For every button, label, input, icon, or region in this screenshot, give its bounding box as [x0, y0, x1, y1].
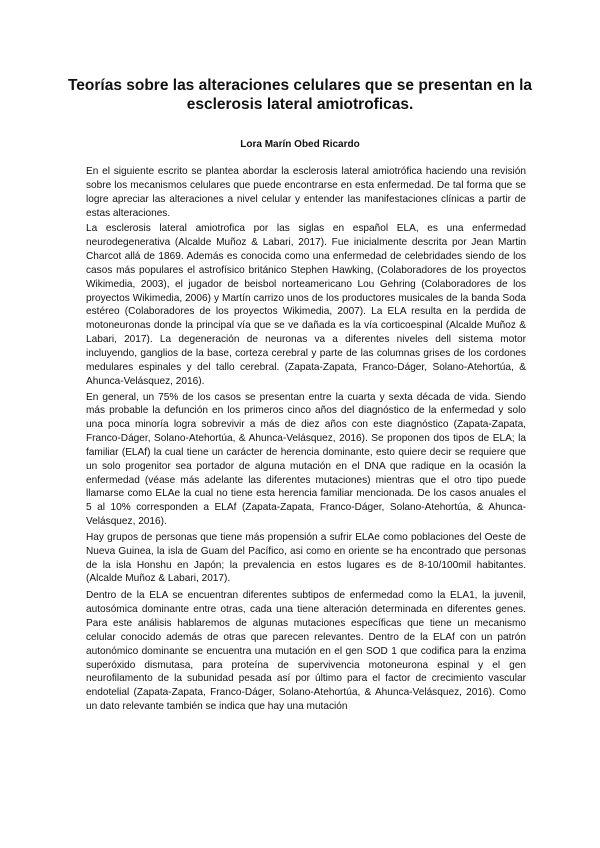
document-title: Teorías sobre las alteraciones celulares que se presentan en la esclerosis lateral amiotroficas. [67, 77, 533, 113]
paragraph-definition: La esclerosis lateral amiotrofica por las siglas en español ELA, es una enfermedad neurodegenerativa (Alcalde Muñoz & Labari, 2017). Fue inicialmente descrita por Jean Martin Charcot allá de 1869. Además es conocida como una enfermedad de celebridades siendo de los casos más populares el astrofísico británico Stephen Hawking, (Colaboradores de los proyectos Wikimedia, 2003), el jugador de beisbol norteamericano Lou Gehring (Colaboradores de los proyectos Wikimedia, 2006) y Martín carrizo unos de los productores musicales de la banda Soda estéreo (Colaboradores de los proyectos Wikimedia, 2007). La ELA resulta en la perdida de motoneuronas donde la principal vía que se ve dañada es la vía corticoespinal (Alcalde Muñoz & Labari, 2017). La degeneración de neuronas va a diferentes niveles dell sistema motor incluyendo, ganglios de la base, corteza cerebral y parte de las columnas grises de los cordones medulares espinales y del tallo cerebral. (Zapata-Zapata, Franco-Dáger, Solano-Atehortúa, & Ahunca-Velásquez, 2016). [86, 223, 526, 387]
paragraph-subtypes: Dentro de la ELA se encuentran diferentes subtipos de enfermedad como la ELA1, la juvenil, autosómica dominante entre otras, cada una tiene alteración determinada en diferentes genes. Para este análisis hablaremos de algunas mutaciones específicas que tiene un mecanismo celular conocido además de otras que parecen relevantes. Dentro de la ELAf con un patrón autonómico dominante se encuentra una mutación en el gen SOD 1 que codifica para la enzima superóxido dismutasa, para proteína de supervivencia motoneurona espinal y el gen neurofilamento de la subunidad pesada así por último para el factor de crecimiento vascular endotelial (Zapata-Zapata, Franco-Dáger, Solano-Atehortúa, & Ahunca-Velásquez, 2016). Como un dato relevante también se indica que hay una mutación [86, 590, 526, 713]
author-name: Lora Marín Obed Ricardo [240, 139, 360, 150]
paragraph-intro: En el siguiente escrito se plantea abordar la esclerosis lateral amiotrófica haciendo una revisión sobre los mecanismos celulares que puede encontrarse en esta enfermedad. De tal forma que se logre apreciar las alteraciones a nivel celular y entender las manifestaciones clínicas a partir de estas alteraciones. [86, 166, 526, 219]
paragraph-populations: Hay grupos de personas que tiene más propensión a sufrir ELAe como poblaciones del Oeste de Nueva Guinea, la isla de Guam del Pacífico, asi como en oriente se ha encontrado que personas de la isla Honshu en Japón; la prevalencia en estos lugares es de 8-10/100mil habitantes. (Alcalde Muñoz & Labari, 2017). [86, 531, 526, 585]
document-body [86, 165, 526, 716]
paragraph-epidemiology: En general, un 75% de los casos se presentan entre la cuarta y sexta década de vida. Siendo más probable la defunción en los primeros cinco años del diagnóstico de la enfermedad y solo una poca minoría logra sobrevivir a más de diez años con este diagnóstico (Zapata-Zapata, Franco-Dáger, Solano-Atehortúa, & Ahunca-Velásquez, 2016). Se proponen dos tipos de ELA; la familiar (ELAf) la cual tiene un carácter de herencia dominante, esto quiere decir se requiere que un solo progenitor sea portador de alguna mutación en el DNA que radique en la ocasión la enfermedad (véase más adelante las diferentes mutaciones) mientras que el otro tipo puede llamarse como ELAe la cual no tiene esta herencia familiar mencionada. De los casos anuales el 5 al 10% corresponden a ELAf (Zapata-Zapata, Franco-Dáger, Solano-Atehortúa, & Ahunca-Velásquez, 2016). [86, 391, 526, 528]
